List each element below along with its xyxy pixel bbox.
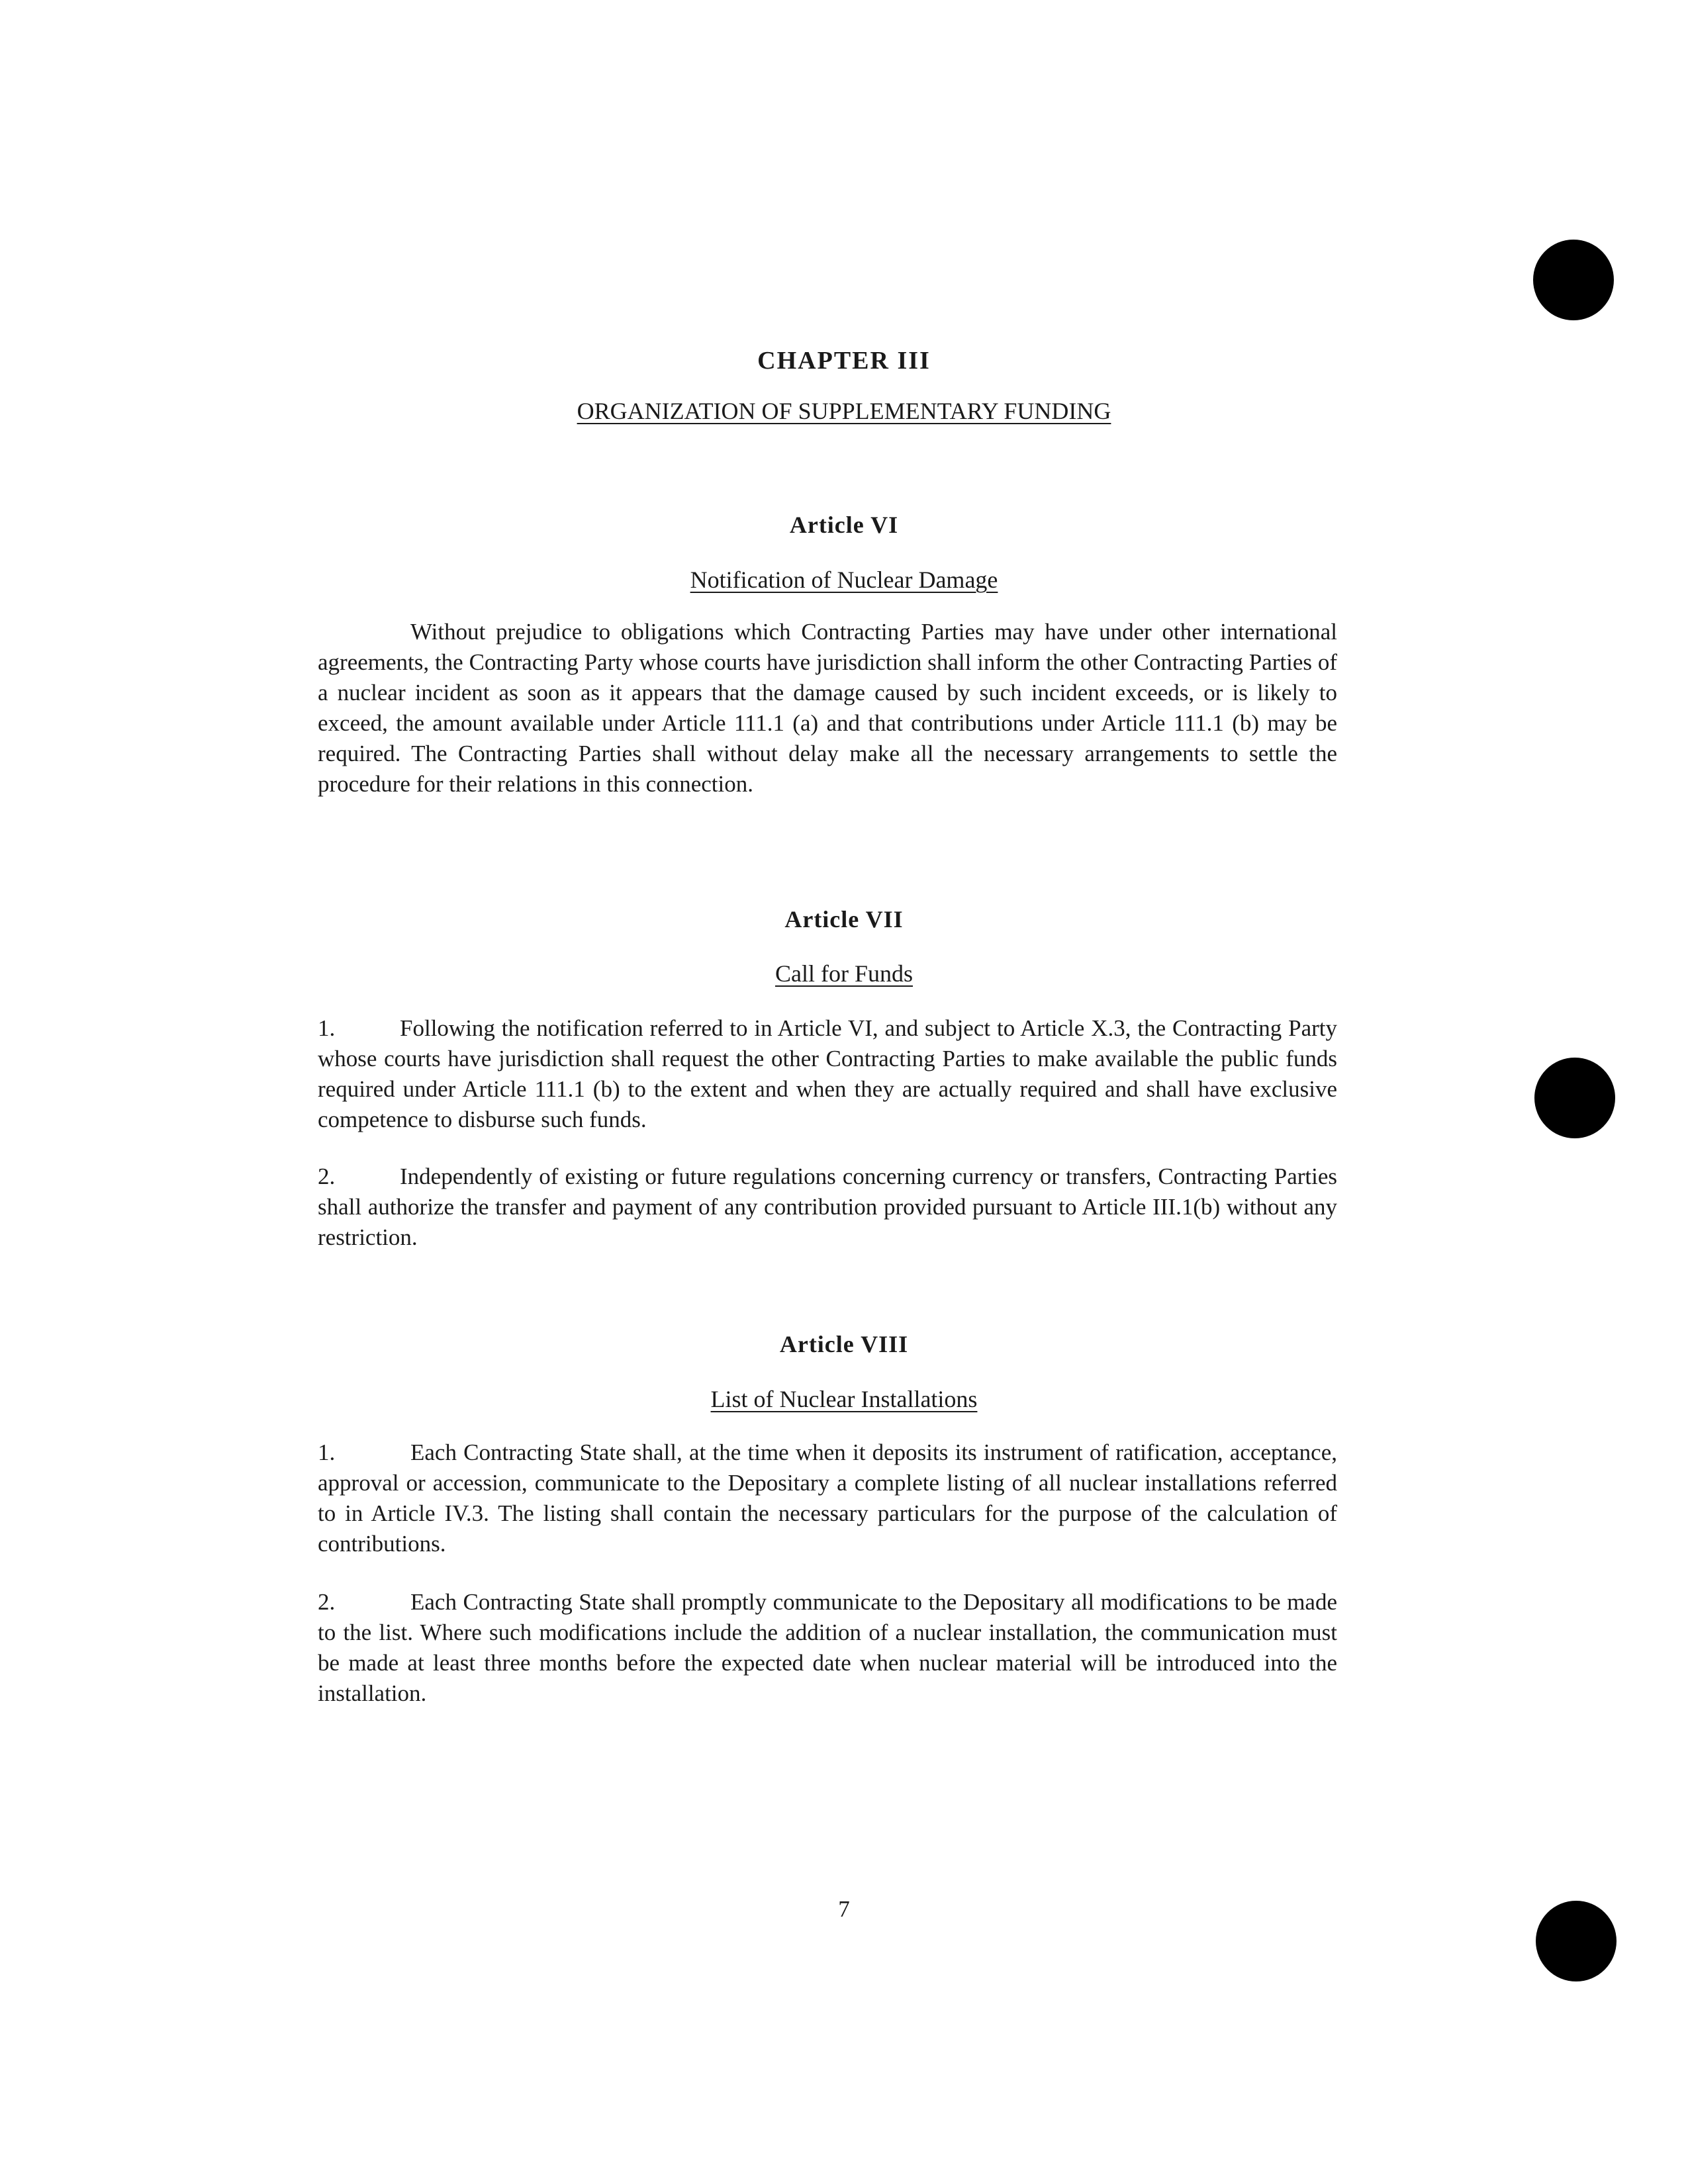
article-subtitle: Call for Funds (774, 960, 913, 987)
article-subtitle: List of Nuclear Installations (710, 1386, 978, 1412)
paragraph-text: Independently of existing or future regulations concerning currency or transfers, Contracting Parties shall authorize the transfer and payment of any contribution provided pursuant to Article III.1(b) without any restriction. (318, 1163, 1337, 1250)
paragraph-number: 1. (318, 1015, 336, 1041)
paragraph-text: Each Contracting State shall, at the time when it deposits its instrument of ratification, acceptance, approval or accession, communicate to the Depositary a complete listing of all nuclear installations referred to in Article IV.3. The listing shall contain the necessary particulars for the purpose of the calculation of contributions. (318, 1439, 1337, 1557)
paragraph-number: 1. (318, 1439, 336, 1465)
article-title: Article VII (784, 906, 904, 933)
article-paragraph (318, 1013, 1337, 1135)
article-title: Article VIII (779, 1331, 909, 1357)
page-number: 7 (838, 1896, 850, 1922)
chapter-subtitle: ORGANIZATION OF SUPPLEMENTARY FUNDING (577, 398, 1111, 424)
paragraph-number: 2. (318, 1163, 336, 1189)
chapter-title: CHAPTER III (757, 347, 931, 375)
article-paragraph: Without prejudice to obligations which Contracting Parties may have under other international agreements, the Contracting Party whose courts have jurisdiction shall inform the other Contracting Parties of a nuclear incident as soon as it appears that the damage caused by such incident exceeds, or is likely to exceed, the amount available under Article 111.1 (a) and that contributions under Article 111.1 (b) may be required. The Contracting Parties shall without delay make all the necessary arrangements to settle the procedure for their relations in this connection. (318, 619, 1337, 797)
article-paragraph (318, 1437, 1337, 1559)
punch-hole-icon (1534, 1058, 1615, 1138)
article-paragraph (318, 1587, 1337, 1709)
article-subtitle: Notification of Nuclear Damage (690, 567, 998, 593)
paragraph-number: 2. (318, 1589, 336, 1615)
paragraph-text: Each Contracting State shall promptly communicate to the Depositary all modifications to be made to the list. Where such modifications include the addition of a nuclear installation, the communication must be made at least three months before the expected date when nuclear material will be introduced into the installation. (318, 1589, 1337, 1706)
article-title: Article VI (789, 512, 899, 538)
article-paragraph (318, 1161, 1337, 1253)
punch-hole-icon (1533, 240, 1614, 320)
paragraph-text: Following the notification referred to in Article VI, and subject to Article X.3, the Contracting Party whose courts have jurisdiction shall request the other Contracting Parties to make available the public funds required under Article 111.1 (b) to the extent and when they are actually required and shall have exclusive competence to disburse such funds. (318, 1015, 1337, 1132)
